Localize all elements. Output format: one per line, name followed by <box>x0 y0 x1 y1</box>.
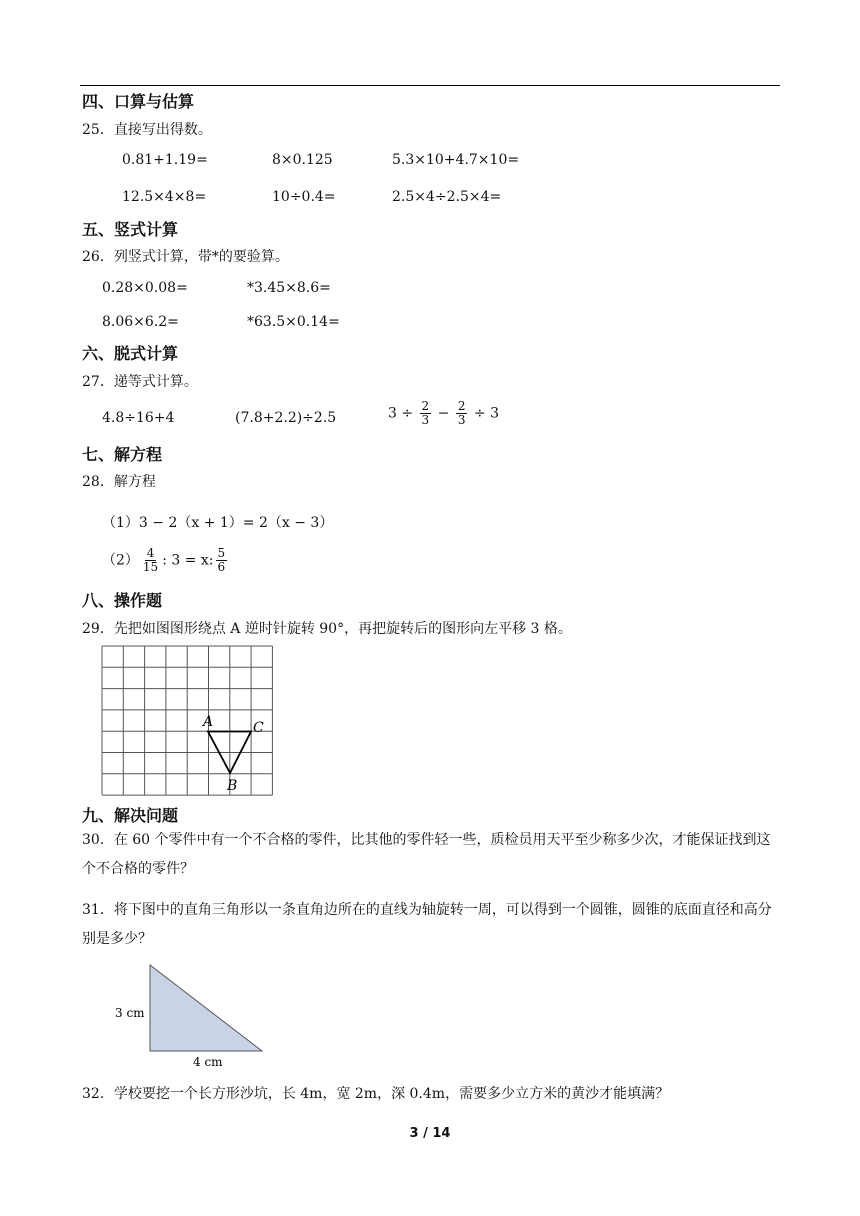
section-9-heading: 九、解决问题 <box>82 806 179 825</box>
right-triangle <box>150 965 262 1051</box>
question-25: 25．直接写出得数。 <box>82 122 212 138</box>
q27-c-fraction-2: $\frac{2}{3}$ <box>457 399 466 427</box>
right-triangle-figure <box>110 960 270 1070</box>
question-31: 31．将下图中的直角三角形以一条直角边所在的直线为轴旋转一周，可以得到一个圆锥，圆锥的底面直径和高分别是多少？ <box>82 902 772 947</box>
section-5-heading: 五、竖式计算 <box>82 220 179 239</box>
grid-figure <box>100 644 276 799</box>
q28-part-2 <box>102 547 229 574</box>
q28-p2-fraction-1: $\frac{4}{15}$ <box>142 546 159 574</box>
q25-item-3: 5.3×10+4.7×10= <box>392 152 520 168</box>
question-30: 30．在 60 个零件中有一个不合格的零件，比其他的零件轻一些，质检员用天平至少称多少次，才能保证找到这个不合格的零件？ <box>82 832 771 877</box>
q25-item-6: 2.5×4÷2.5×4= <box>392 189 502 205</box>
question-26: 26．列竖式计算，带*的要验算。 <box>82 249 289 265</box>
label-b: B <box>227 778 238 794</box>
q26-item-1: 0.28×0.08= <box>102 280 188 296</box>
question-29: 29．先把如图图形绕点 A 逆时针旋转 90°，再把旋转后的图形向左平移 3 格。 <box>82 621 572 637</box>
q27-item-2: (7.8+2.2)÷2.5 <box>235 410 337 426</box>
q28-p2-mid: : 3 = x: <box>162 552 214 569</box>
section-6-heading: 六、脱式计算 <box>82 344 179 363</box>
q26-item-4: *63.5×0.14= <box>247 314 340 330</box>
label-a: A <box>203 714 214 730</box>
q28-p2-label: （2） <box>102 552 139 569</box>
q28-p1-label: （1） <box>102 515 139 531</box>
q27-c-post: ÷ 3 <box>473 405 500 422</box>
q28-p2-fraction-2: $\frac{5}{6}$ <box>217 546 226 574</box>
section-7-heading: 七、解方程 <box>82 445 163 464</box>
question-32: 32．学校要挖一个长方形沙坑，长 4m，宽 2m，深 0.4m，需要多少立方米的黄沙才能填满？ <box>82 1086 670 1102</box>
q25-item-4: 12.5×4×8= <box>122 189 207 205</box>
q27-c-pre: 3 ÷ <box>388 405 414 422</box>
question-28: 28．解方程 <box>82 474 156 490</box>
q27-item-1: 4.8÷16+4 <box>102 410 175 426</box>
height-label: 3 cm <box>115 1006 145 1020</box>
q27-c-fraction-1: $\frac{2}{3}$ <box>421 399 430 427</box>
q27-item-3 <box>388 400 499 427</box>
q25-item-1: 0.81+1.19= <box>122 152 208 168</box>
section-4-heading: 四、口算与估算 <box>82 92 195 111</box>
q26-item-2: *3.45×8.6= <box>247 280 331 296</box>
q25-item-5: 10÷0.4= <box>272 189 336 205</box>
question-27: 27．递等式计算。 <box>82 374 198 390</box>
base-label: 4 cm <box>193 1055 223 1069</box>
q25-item-2: 8×0.125 <box>272 152 333 168</box>
q26-item-3: 8.06×6.2= <box>102 314 179 330</box>
section-8-heading: 八、操作题 <box>82 591 163 610</box>
header-rule <box>80 85 780 86</box>
q28-p1-equation: 3 − 2（x + 1）= 2（x − 3） <box>138 515 334 531</box>
q27-c-mid: − <box>437 405 450 422</box>
label-c: C <box>253 720 264 736</box>
page-number: 3 / 14 <box>409 1126 451 1141</box>
q28-part-1 <box>102 512 333 532</box>
